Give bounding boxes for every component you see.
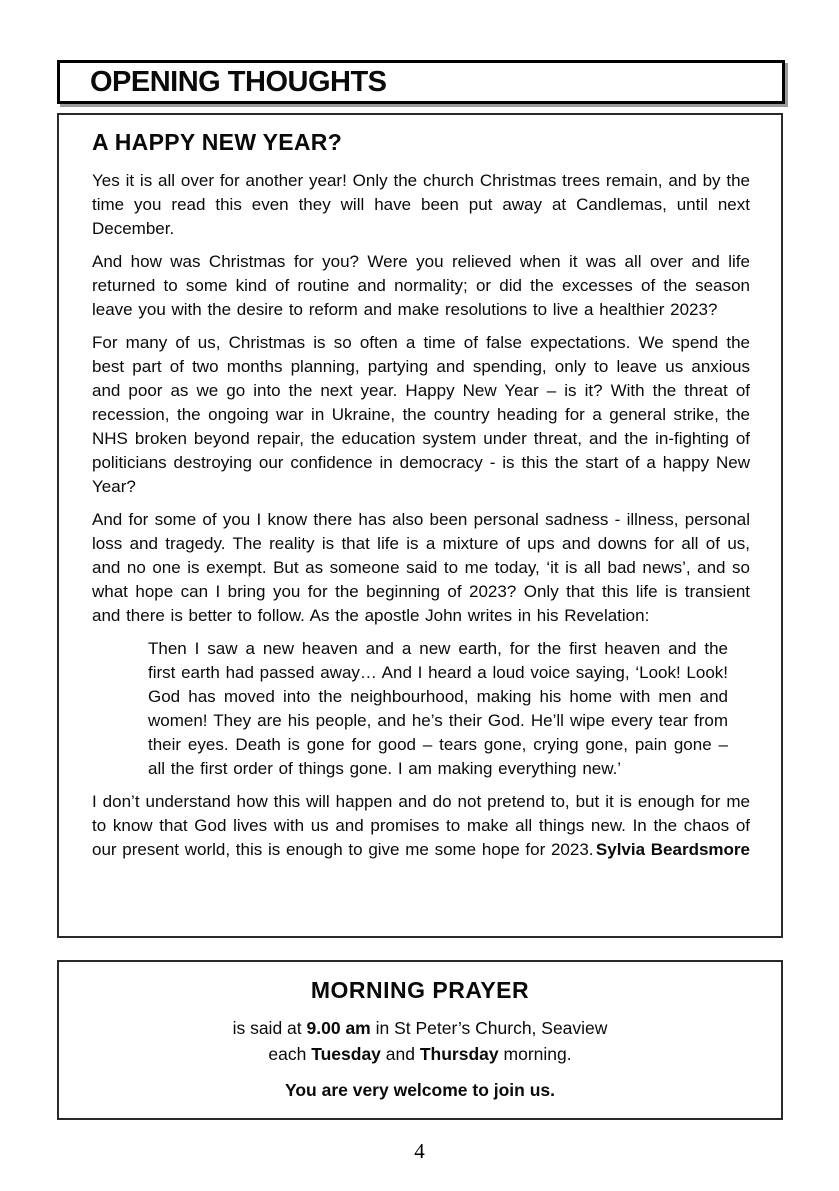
morning-prayer-box [57, 960, 783, 1120]
article-box [57, 113, 783, 938]
author-signature: Sylvia Beardsmore [595, 840, 750, 859]
article-title: A HAPPY NEW YEAR? [92, 129, 343, 155]
page-number: 4 [414, 1139, 425, 1163]
notice-time: 9.00 am [306, 1018, 371, 1038]
notice-line-1-pre: is said at [232, 1018, 307, 1038]
notice-line-1 [59, 1015, 781, 1041]
notice-day-tuesday: Tuesday [311, 1044, 381, 1064]
closing-text: I don’t understand how this will happen and do not pretend to, but it is enough for me to know that God lives with us and promises to make all things new. In the chaos of our present world, this is enough to give me some hope for 2023. [92, 792, 750, 859]
notice-line-2-pre: each [268, 1044, 312, 1064]
notice-title: MORNING PRAYER [310, 977, 530, 1003]
article-paragraph: And how was Christmas for you? Were you relieved when it was all over and life returned to some kind of routine and normality; or did the excesses of the season leave you with the desire to reform and make resolutions to live a healthier 2023? [92, 252, 750, 319]
notice-line-1-post: in St Peter’s Church, Seaview [370, 1018, 608, 1038]
notice-line-2-post: morning. [498, 1044, 572, 1064]
notice-welcome-line: You are very welcome to join us. [284, 1080, 556, 1100]
section-title: OPENING THOUGHTS [90, 65, 387, 98]
article-paragraph: Yes it is all over for another year! Only the church Christmas trees remain, and by the time you read this even they will have been put away at Candlemas, until next December. [92, 171, 750, 238]
notice-line-2-mid: and [380, 1044, 420, 1064]
closing-paragraph [92, 790, 750, 862]
notice-day-thursday: Thursday [419, 1044, 499, 1064]
section-header-box [57, 60, 785, 104]
scripture-quote: Then I saw a new heaven and a new earth, for the first heaven and the first earth had passed away… And I heard a loud voice saying, ‘Look! Look! God has moved into the neighbourhood, making his home with men and women! They are his people, and he’s their God. He’ll wipe every tear from their eyes. Death is gone for good – tears gone, crying gone, pain gone – all the first order of things gone. I am making everything new.’ [148, 639, 729, 778]
notice-line-2 [59, 1041, 781, 1067]
article-paragraph: For many of us, Christmas is so often a time of false expectations. We spend the best part of two months planning, partying and spending, only to leave us anxious and poor as we go into the next year. Happy New Year – is it? With the threat of recession, the ongoing war in Ukraine, the country heading for a general strike, the NHS broken beyond repair, the education system under threat, and the in-fighting of politicians destroying our confidence in democracy - is this the start of a happy New Year? [92, 333, 750, 496]
article-paragraph: And for some of you I know there has also been personal sadness - illness, personal loss and tragedy. The reality is that life is a mixture of ups and downs for all of us, and no one is exempt. But as someone said to me today, ‘it is all bad news’, and so what hope can I bring you for the beginning of 2023? Only that this life is transient and there is better to follow. As the apostle John writes in his Revelation: [92, 510, 750, 625]
